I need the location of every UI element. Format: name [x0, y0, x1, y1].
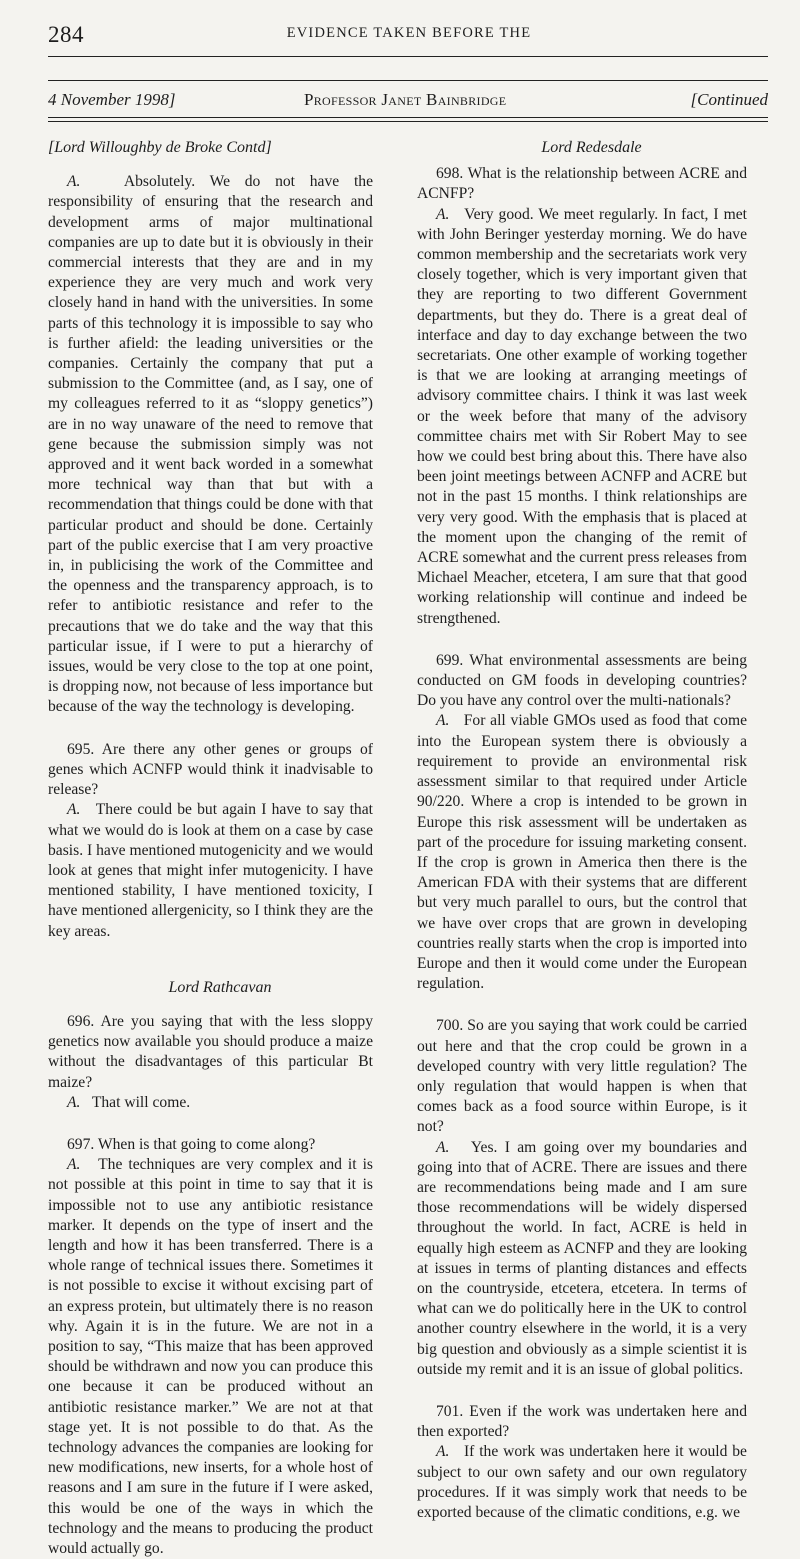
page-number: 284: [48, 22, 84, 47]
answer-699: A. For all viable GMOs used as food that come into the European system there is obviously a requirement to provide an environmental risk assessment similar to that required under Article 90/220. Where a crop is intended to be grown in Europe this risk assessment will be undertaken as part of the procedure for issuing marketing consent. If the crop is grown in America then there is the American FDA with their systems that are different but very much parallel to ours, but the control that we have over crops that are grown in developing countries really starts when the crop is imported into Europe and then it would come under the European regulation.: [417, 712, 747, 993]
running-title: EVIDENCE TAKEN BEFORE THE: [286, 25, 532, 41]
speaker-lord-redesdale: Lord Redesdale: [541, 139, 642, 156]
continued-label: [Continued: [690, 90, 768, 109]
question-701: 701. Even if the work was undertaken here and then exported?: [417, 1402, 747, 1441]
question-695: 695. Are there any other genes or groups of genes which ACNFP would think it inadvisable to release?: [48, 740, 373, 799]
page-header: [48, 22, 770, 52]
header-rule-top: [48, 56, 768, 57]
question-700: 700. So are you saying that work could be carried out here and that the crop could be grown in a developed country with very little regulation? The only regulation that would happen is when that comes back as a food source within Europe, is it not?: [417, 1017, 747, 1136]
speaker-continued: [Lord Willoughby de Broke Contd]: [48, 139, 272, 156]
answer-697: A. The techniques are very complex and it is not possible at this point in time to say that it is impossible not to use any antibiotic resistance marker. It depends on the type of insert and the length and how it has been transferred. There is a whole range of technical issues there. Sometimes it is not possible to excise it without excising part of an express protein, but ultimately there is no reason why. Again it is in the future. We are not in a position to say, “This maize that has been approved should be withdrawn and now you can produce this one because it can be produced without an antibiotic resistance marker.” We are not at that stage yet. It is not possible to do that. As the technology advances the companies are looking for new modifications, new inserts, for a whole host of reasons and I am sure in the future if I were asked, this would be one of the ways in which the technology and the means to producing the product would actually go.: [48, 1156, 373, 1557]
left-column: [48, 138, 373, 1559]
header-rule-double-a: [48, 117, 768, 118]
answer-698: A. Very good. We meet regularly. In fact, I met with John Beringer yesterday morning. We do have common membership and the secretariats work very closely together, which is very important given that they are reporting to two different Government departments, but they do. There is a great deal of interface and day to day exchange between the two secretariats. One other example of working together is that we are looking at arranging meetings of advisory committee chairs. I think it was last week or the week before that many of the advisory committee chairs met with Sir Robert May to see how we could best bring about this. There have also been joint meetings between ACNFP and ACRE but not in the past 15 months. I think relationships are very very good. With the emphasis that is placed at the moment upon the changing of the remit of ACRE somewhat and the current press releases from Michael Meacher, etcetera, I am sure that that good working relationship will continue and indeed be strengthened.: [417, 205, 747, 627]
answer-695: A. There could be but again I have to say that what we would do is look at them on a case by case basis. I have mentioned mutogenicity and we would look at genes that might infer mutogenicity. I have mentioned stability, I have mentioned toxicity, I have mentioned allergenicity, so I think they are the key areas.: [48, 801, 373, 940]
question-699: 699. What environmental assessments are being conducted on GM foods in developing countries? Do you have any control over the multi-nationals?: [417, 651, 747, 710]
header-rule-mid: [48, 80, 768, 81]
question-696: 696. Are you saying that with the less sloppy genetics now available you should produce a maize without the disadvantages of this particular Bt maize?: [48, 1012, 373, 1091]
answer-694: A. Absolutely. We do not have the responsibility of ensuring that the research and development arms of major multinational companies are up to date but it is obviously in their commercial interests that they are and in my experience they are very much and work very closely hand in hand with the universities. In some parts of this technology it is impossible to say who is further afield: the leading universities or the companies. Certainly the company that put a submission to the Committee (and, as I say, one of my colleagues referred to it as “sloppy genetics”) are in no way unaware of the need to remove that gene because the submission simply was not approved and it went back worded in a somewhat more technical way than that but with a recommendation that things could be done with that particular product and should be done. Certainly part of the public exercise that I am very proactive in, in publicising the work of the Committee and the openness and the transparency approach, is to refer to antibiotic resistance and refer to the precautions that we do take and the way that this particular issue, if I were to put a hierarchy of issues, would be very close to the top at one point, is dropping now, not because of less importance but because of the way the technology is developing.: [48, 173, 373, 716]
sub-header: [48, 90, 768, 112]
session-date: 4 November 1998]: [48, 90, 176, 109]
question-698: 698. What is the relationship between ACRE and ACNFP?: [417, 165, 747, 203]
answer-696: A. That will come.: [67, 1093, 191, 1111]
witness-name: Professor Janet Bainbridge: [304, 90, 507, 109]
right-column: [417, 138, 747, 1523]
header-rule-double-b: [48, 121, 768, 122]
speaker-lord-rathcavan: Lord Rathcavan: [168, 978, 272, 996]
answer-700: A. Yes. I am going over my boundaries and going into that of ACRE. There are issues and there are recommendations being made and I am sure those recommendations will be widely dispersed throughout the world. In fact, ACRE is held in equally high esteem as ACNFP and they are looking at issues in terms of planting distances and effects on the countryside, etcetera, etcetera. In terms of what can we do politically here in the UK to control another country elsewhere in the world, it is a very big question and obviously as a simple scientist it is outside my remit and it is an issue of global politics.: [417, 1138, 747, 1378]
answer-701: A. If the work was undertaken here it would be subject to our own safety and our own regulatory procedures. If it was simply work that needs to be exported because of the climatic conditions, e.g. we: [417, 1443, 747, 1521]
question-697: 697. When is that going to come along?: [67, 1135, 316, 1153]
